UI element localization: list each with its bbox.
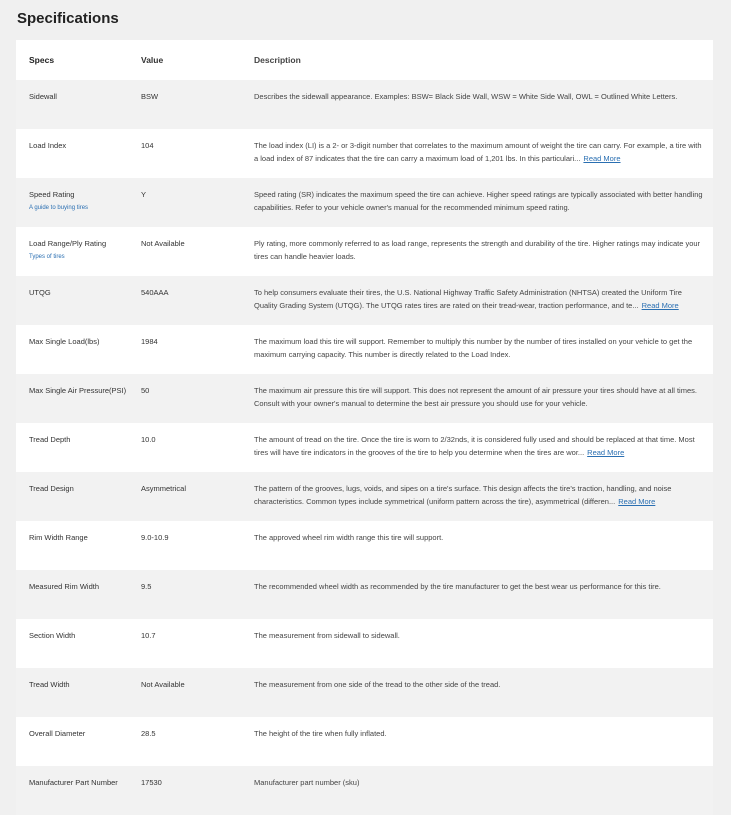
spec-cell	[16, 374, 141, 423]
table-row	[16, 178, 713, 227]
value-cell: 10.0	[141, 435, 156, 444]
spec-label: Speed Rating	[29, 190, 75, 199]
spec-cell	[16, 619, 141, 668]
table-row	[16, 766, 713, 815]
description-cell	[254, 766, 712, 815]
value-cell: BSW	[141, 92, 159, 101]
table-row	[16, 570, 713, 619]
description-cell	[254, 570, 712, 619]
table-row	[16, 717, 713, 766]
value-cell: Y	[141, 190, 147, 199]
value-cell: 9.5	[141, 582, 152, 591]
read-more-link[interactable]: Read More	[583, 153, 621, 163]
spec-label: Sidewall	[29, 92, 57, 101]
table-row	[16, 668, 713, 717]
spec-cell	[16, 423, 141, 472]
table-row	[16, 227, 713, 276]
description-text: To help consumers evaluate their tires, the U.S. National Highway Traffic Safety Administration (NHTSA) created the Uniform Tire Quality Grading System (UTQG). The UTQG rates tires are rated on their tread-wear, traction performance, and te...	[254, 288, 682, 310]
description-text: The maximum air pressure this tire will support. This does not represent the amount of air pressure your tires should have at all times. Consult with your owner's manual to determine the best air pressure you should use for your vehicle.	[254, 386, 697, 408]
description-cell	[254, 374, 712, 423]
spec-cell	[16, 472, 141, 521]
description-cell	[254, 325, 712, 374]
description-cell	[254, 423, 712, 472]
spec-label: Measured Rim Width	[29, 582, 100, 591]
value-cell: 104	[141, 141, 154, 150]
table-row	[16, 129, 713, 178]
spec-label: Max Single Load(lbs)	[29, 337, 100, 346]
description-text: The approved wheel rim width range this tire will support.	[254, 533, 444, 542]
value-cell: 540AAA	[141, 288, 169, 297]
spec-label: Overall Diameter	[29, 729, 86, 738]
table-row	[16, 374, 713, 423]
value-cell: 9.0-10.9	[141, 533, 169, 542]
description-text: Speed rating (SR) indicates the maximum speed the tire can achieve. Higher speed ratings are typically associated with better handling capabilities. Refer to your vehicle owner's manual for the recommended minimum speed rating.	[254, 190, 703, 212]
value-cell: 1984	[141, 337, 158, 346]
description-cell	[254, 80, 712, 129]
spec-cell	[16, 129, 141, 178]
header-value: Value	[141, 55, 164, 65]
spec-label: UTQG	[29, 288, 51, 297]
value-cell: 50	[141, 386, 150, 395]
header-description: Description	[254, 55, 301, 65]
spec-cell	[16, 276, 141, 325]
description-cell	[254, 472, 712, 521]
description-text: The measurement from one side of the tread to the other side of the tread.	[254, 680, 501, 689]
spec-cell	[16, 80, 141, 129]
read-more-link[interactable]: Read More	[587, 447, 625, 457]
read-more-link[interactable]: Read More	[641, 300, 679, 310]
spec-cell	[16, 178, 141, 227]
table-row	[16, 619, 713, 668]
description-cell	[254, 619, 712, 668]
spec-label: Rim Width Range	[29, 533, 88, 542]
spec-guide-link[interactable]: A guide to buying tires	[29, 204, 89, 211]
spec-cell	[16, 717, 141, 766]
table-row	[16, 472, 713, 521]
description-cell	[254, 717, 712, 766]
table-row	[16, 521, 713, 570]
description-cell	[254, 276, 712, 325]
spec-label: Tread Depth	[29, 435, 71, 444]
spec-label: Load Index	[29, 141, 67, 150]
spec-guide-link[interactable]: Types of tires	[29, 253, 65, 260]
spec-label: Section Width	[29, 631, 76, 640]
table-row	[16, 276, 713, 325]
spec-cell	[16, 227, 141, 276]
table-row	[16, 80, 713, 129]
description-text: Ply rating, more commonly referred to as load range, represents the strength and durability of the tire. Higher ratings may indicate your tires can handle heavier loads.	[254, 239, 701, 261]
table-row	[16, 325, 713, 374]
description-cell	[254, 521, 712, 570]
description-cell	[254, 129, 712, 178]
description-cell	[254, 178, 712, 227]
value-cell: 10.7	[141, 631, 156, 640]
description-text: The maximum load this tire will support. Remember to multiply this number by the number of tires installed on your vehicle to get the maximum carrying capacity. This number is directly related to the Load Index.	[254, 337, 693, 359]
spec-cell	[16, 766, 141, 815]
spec-cell	[16, 325, 141, 374]
table-row	[16, 423, 713, 472]
value-cell: Not Available	[141, 239, 185, 248]
description-text: The recommended wheel width as recommended by the tire manufacturer to get the best wear us performance for this tire.	[254, 582, 661, 591]
spec-label: Tread Design	[29, 484, 74, 493]
table-body	[16, 80, 713, 815]
description-cell	[254, 227, 712, 276]
header-specs: Specs	[29, 55, 55, 65]
description-text: Describes the sidewall appearance. Examples: BSW= Black Side Wall, WSW = White Side Wall, OWL = Outlined White Letters.	[254, 92, 678, 101]
spec-cell	[16, 570, 141, 619]
description-text: The height of the tire when fully inflated.	[254, 729, 387, 738]
table-header	[16, 40, 713, 80]
spec-label: Max Single Air Pressure(PSI)	[29, 386, 127, 395]
spec-label: Manufacturer Part Number	[29, 778, 118, 787]
section-title: Specifications	[17, 10, 119, 27]
spec-cell	[16, 668, 141, 717]
read-more-link[interactable]: Read More	[618, 496, 656, 506]
description-text: The pattern of the grooves, lugs, voids, and sipes on a tire's surface. This design affects the tire's traction, handling, and noise characteristics. Common types include symmetrical (uniform pattern across the tire), asymmetrical (differen...	[254, 484, 672, 506]
value-cell: Not Available	[141, 680, 185, 689]
description-text: Manufacturer part number (sku)	[254, 778, 360, 787]
spec-label: Tread Width	[29, 680, 70, 689]
description-text: The load index (LI) is a 2- or 3-digit number that correlates to the maximum amount of weight the tire can carry. For example, a tire with a load index of 87 indicates that the tire can carry a maximum load of 1,201 lbs. In this particulari...	[254, 141, 702, 163]
spec-cell	[16, 521, 141, 570]
value-cell: 28.5	[141, 729, 156, 738]
value-cell: Asymmetrical	[141, 484, 187, 493]
description-text: The measurement from sidewall to sidewall.	[254, 631, 400, 640]
description-cell	[254, 668, 712, 717]
spec-label: Load Range/Ply Rating	[29, 239, 107, 248]
specifications-table	[16, 40, 713, 815]
description-text: The amount of tread on the tire. Once the tire is worn to 2/32nds, it is considered fully used and should be replaced at that time. Most tires will have tire indicators in the grooves of the tire to help you determine when the tires are wor...	[254, 435, 695, 457]
value-cell: 17530	[141, 778, 162, 787]
